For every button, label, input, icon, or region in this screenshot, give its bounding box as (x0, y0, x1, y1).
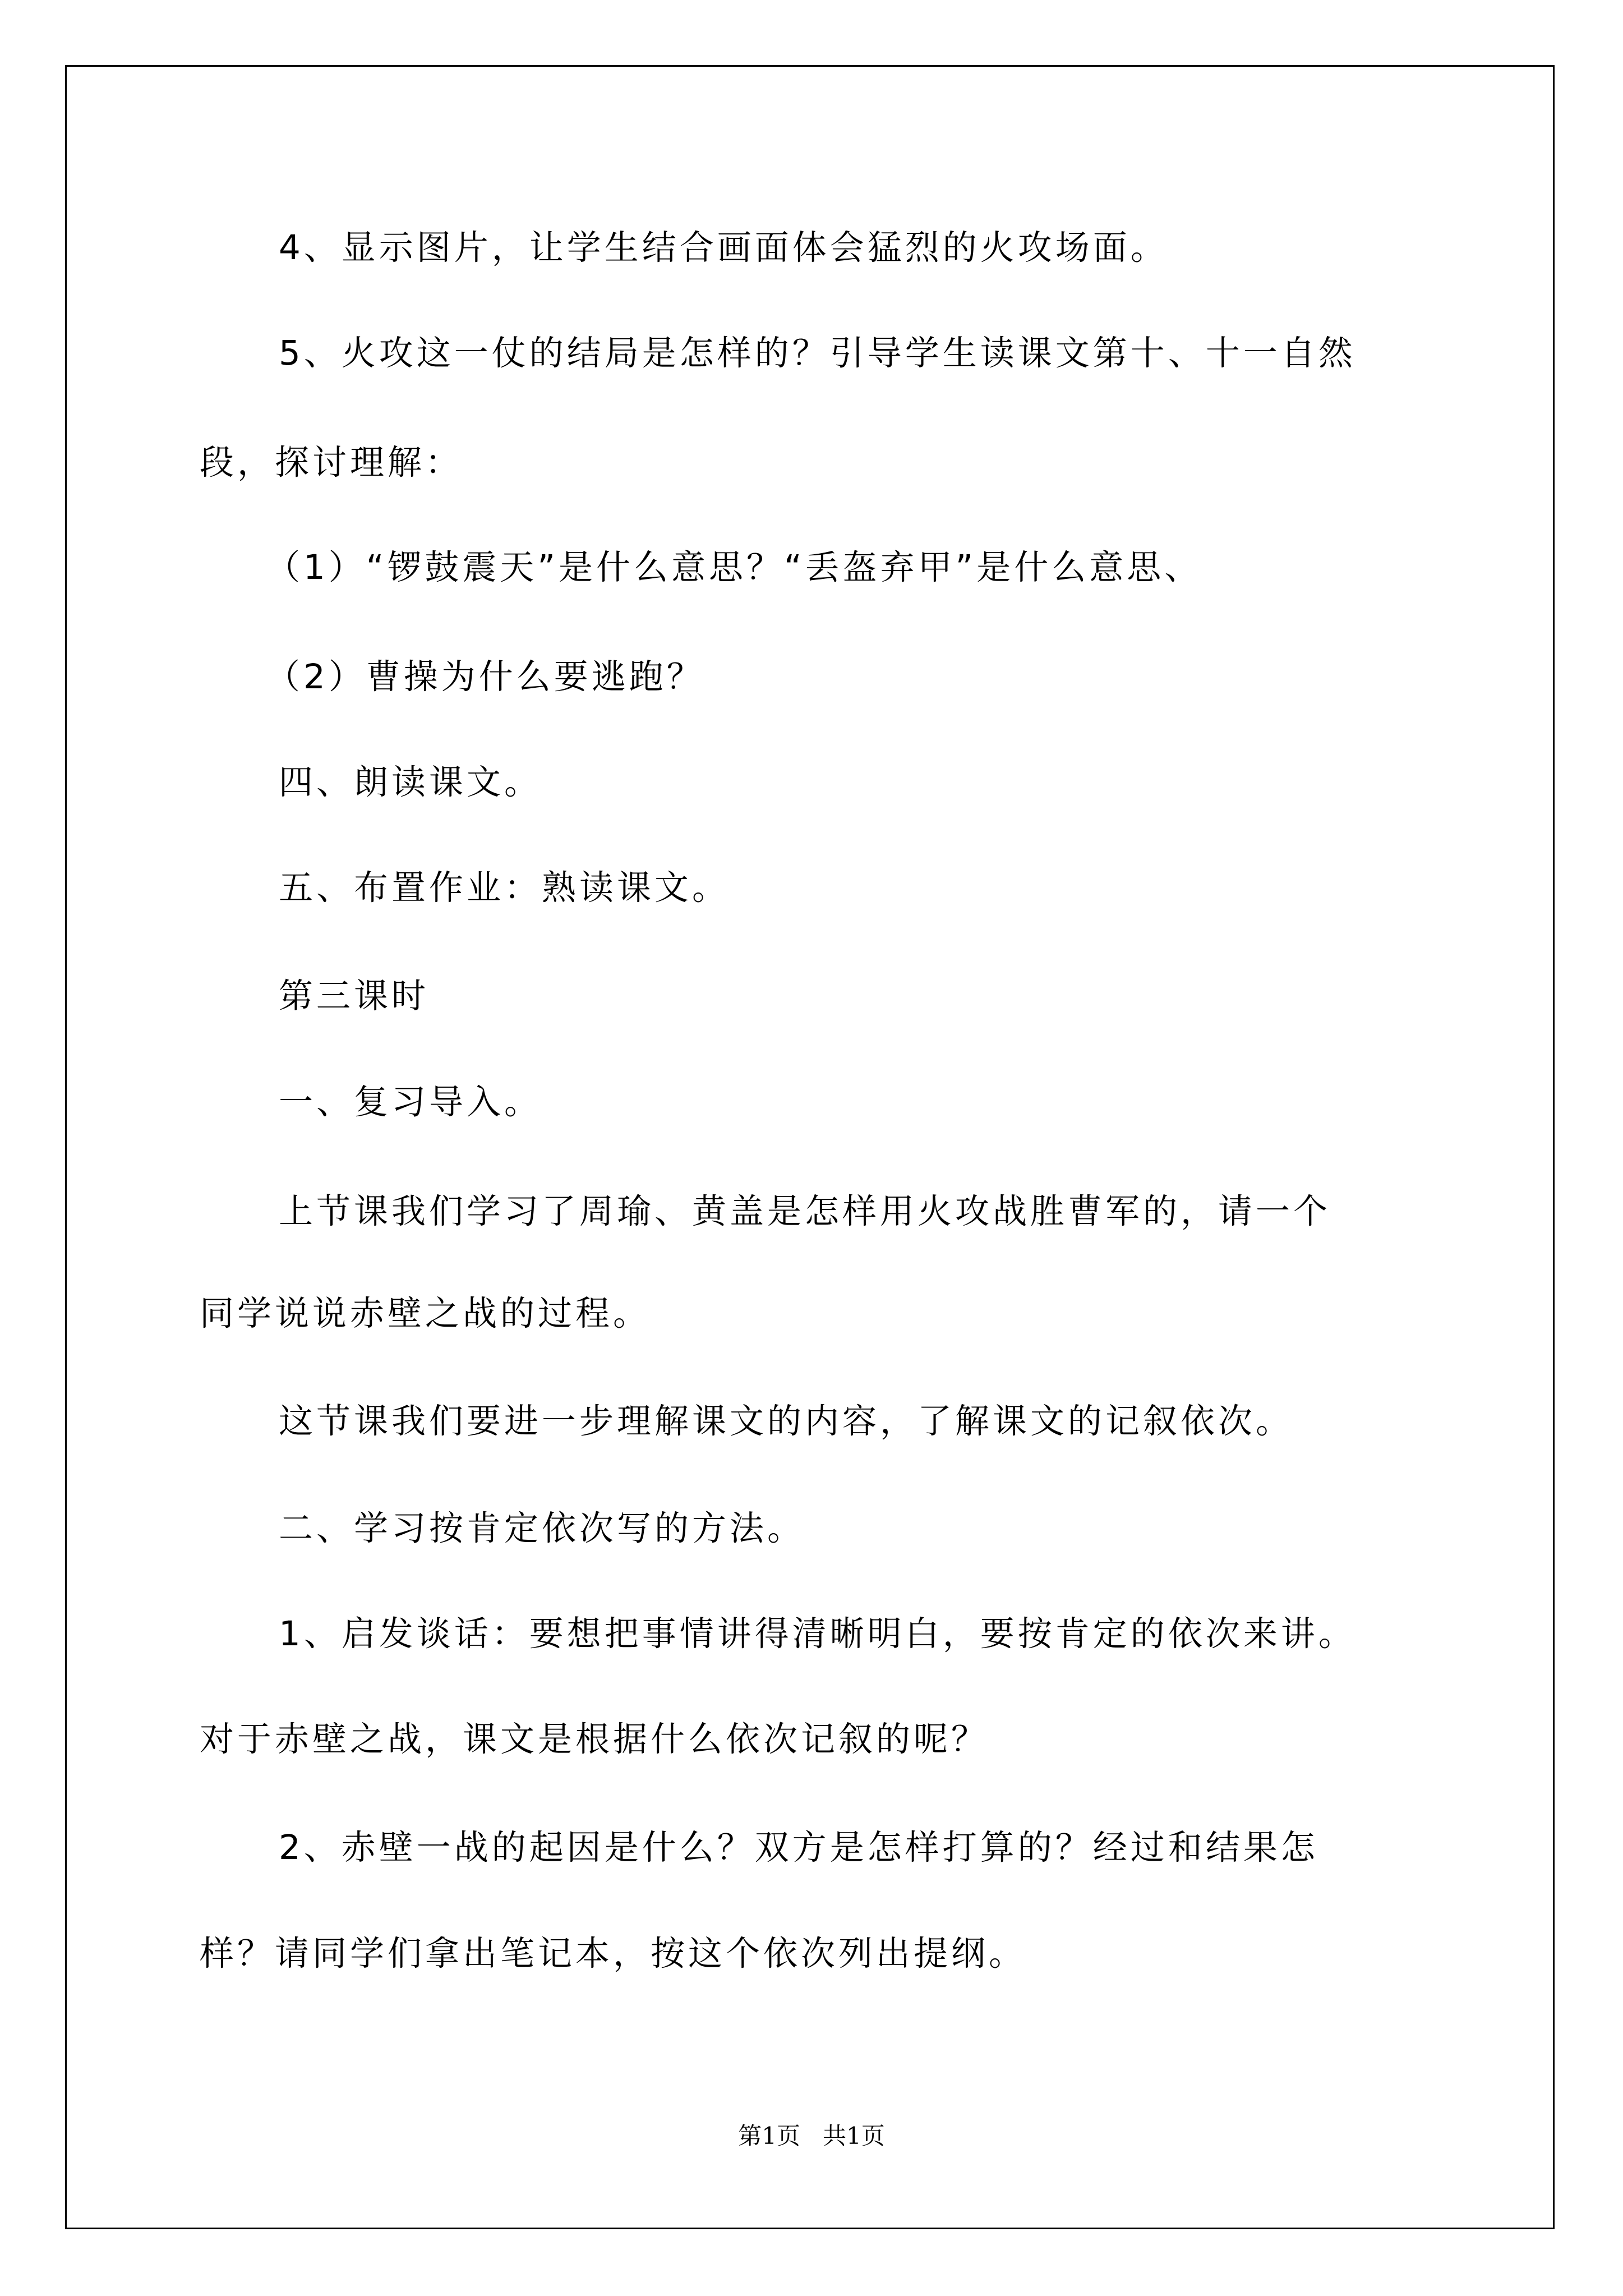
body-line: 四、朗读课文。 (279, 762, 542, 802)
page-border (65, 65, 1555, 2229)
body-line: 对于赤壁之战，课文是根据什么依次记叙的呢？ (200, 1719, 989, 1759)
body-line: 样？请同学们拿出笔记本，按这个依次列出提纲。 (200, 1934, 1027, 1973)
body-line: （2）曹操为什么要逃跑？ (266, 657, 704, 697)
body-line: 一、复习导入。 (279, 1082, 542, 1122)
body-line: 1、启发谈话：要想把事情讲得清晰明白，要按肯定的依次来讲。 (279, 1614, 1356, 1654)
body-line: 上节课我们学习了周瑜、黄盖是怎样用火攻战胜曹军的，请一个 (279, 1191, 1331, 1231)
body-line: 5、火攻这一仗的结局是怎样的？引导学生读课文第十、十一自然 (279, 333, 1356, 373)
body-line: 2、赤壁一战的起因是什么？双方是怎样打算的？经过和结果怎 (279, 1828, 1318, 1867)
body-line: 这节课我们要进一步理解课文的内容，了解课文的记叙依次。 (279, 1401, 1294, 1441)
section-heading: 第三课时 (279, 976, 430, 1016)
body-line: 五、布置作业：熟读课文。 (279, 868, 730, 908)
body-line: 4、显示图片，让学生结合画面体会猛烈的火攻场面。 (279, 228, 1168, 268)
body-line: 段，探讨理解： (200, 443, 463, 482)
body-line: 二、学习按肯定依次写的方法。 (279, 1508, 805, 1548)
body-line: 同学说说赤壁之战的过程。 (200, 1294, 651, 1333)
page-footer: 第1页 共1页 (738, 2122, 885, 2150)
body-line: （1）“锣鼓震天”是什么意思？“丢盔弃甲”是什么意思、 (266, 547, 1202, 587)
